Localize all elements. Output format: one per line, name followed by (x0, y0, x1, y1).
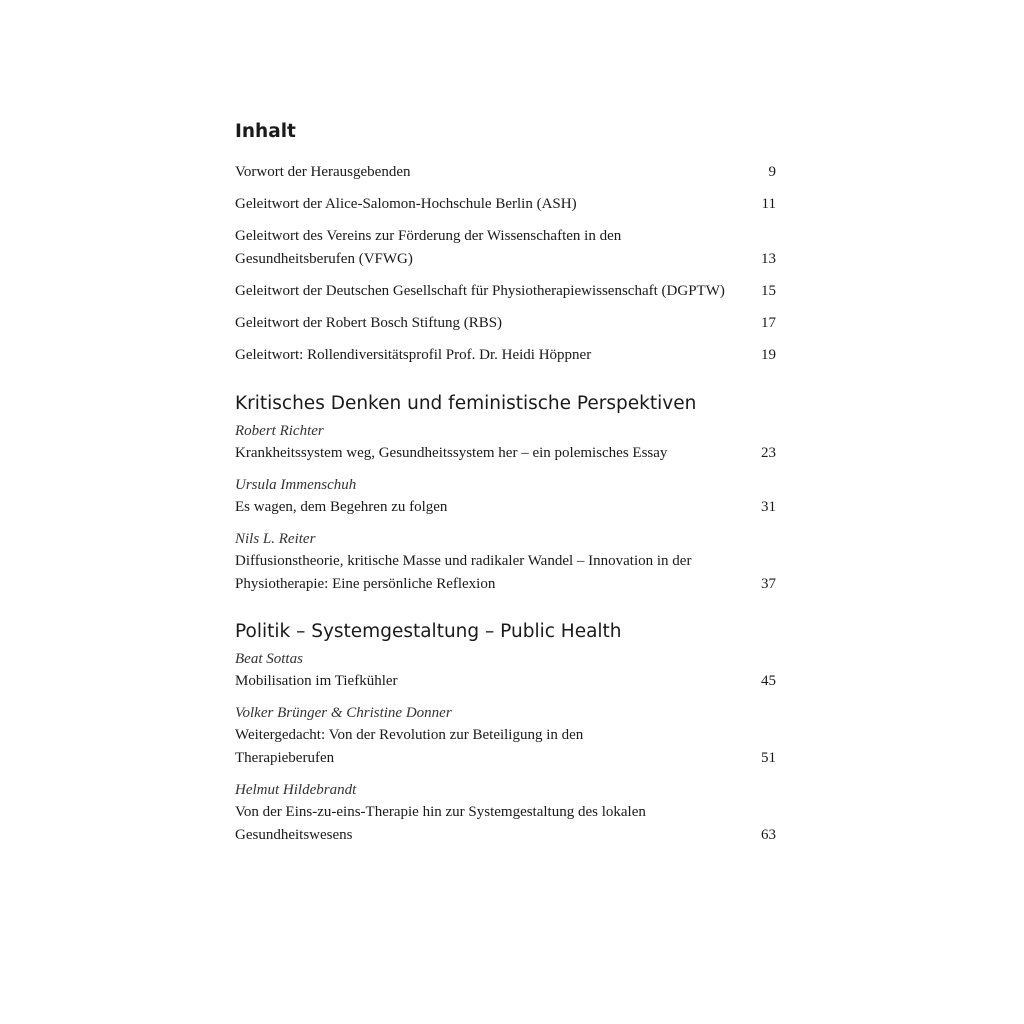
toc-heading: Inhalt (235, 121, 296, 142)
entry-title: Geleitwort der Robert Bosch Stiftung (RBS) (235, 315, 503, 331)
entry-title: Weitergedacht: Von der Revolution zur Beteiligung in den Therapieberufen (235, 727, 584, 766)
toc-entry (235, 161, 776, 184)
section-heading: Kritisches Denken und feministische Perspektiven (235, 393, 697, 414)
entry-title: Mobilisation im Tiefkühler (235, 673, 398, 689)
entry-title: Geleitwort des Vereins zur Förderung der Wissenschaften in den Gesundheitsberufen (VFWG) (235, 228, 622, 267)
toc-entry (235, 420, 776, 465)
entry-page-number: 13 (761, 251, 776, 267)
entry-title: Geleitwort der Alice-Salomon-Hochschule Berlin (ASH) (235, 196, 577, 212)
toc-entry (235, 344, 776, 367)
toc-entry (235, 528, 776, 596)
toc-entry (235, 779, 776, 847)
entry-title: Diffusionstheorie, kritische Masse und radikaler Wandel – Innovation in der Physiotherapie: Eine persönliche Reflexion (235, 553, 692, 592)
entry-page-number: 45 (761, 673, 776, 689)
entry-author: Helmut Hildebrandt (235, 782, 357, 798)
toc-entry (235, 280, 776, 303)
toc-entry (235, 312, 776, 335)
entry-author: Nils L. Reiter (235, 531, 316, 547)
entry-author: Ursula Immenschuh (235, 477, 357, 493)
entry-page-number: 17 (761, 315, 776, 331)
toc-entry (235, 474, 776, 519)
entry-title: Vorwort der Herausgebenden (235, 164, 411, 180)
entry-author: Robert Richter (235, 423, 324, 439)
toc-entry (235, 225, 776, 271)
entry-page-number: 31 (761, 499, 776, 515)
entry-page-number: 9 (768, 164, 776, 180)
entry-author: Volker Brünger & Christine Donner (235, 705, 452, 721)
entry-title: Krankheitssystem weg, Gesundheitssystem her – ein polemisches Essay (235, 445, 668, 461)
entry-title: Von der Eins-zu-eins-Therapie hin zur Systemgestaltung des lokalen Gesundheitswesens (235, 804, 646, 843)
entry-page-number: 11 (761, 196, 776, 212)
entry-title: Geleitwort: Rollendiversitätsprofil Prof. Dr. Heidi Höppner (235, 347, 592, 363)
toc-entry (235, 193, 776, 216)
toc-entry (235, 648, 776, 693)
section-heading: Politik – Systemgestaltung – Public Health (235, 621, 622, 642)
entry-author: Beat Sottas (235, 651, 303, 667)
entry-page-number: 15 (761, 283, 776, 299)
entry-page-number: 37 (761, 576, 776, 592)
entry-page-number: 63 (761, 827, 776, 843)
entry-page-number: 19 (761, 347, 776, 363)
entry-title: Geleitwort der Deutschen Gesellschaft für Physiotherapiewissenschaft (DGPTW) (235, 283, 725, 299)
entry-title: Es wagen, dem Begehren zu folgen (235, 499, 448, 515)
entry-page-number: 51 (761, 750, 776, 766)
toc-entry (235, 702, 776, 770)
table-of-contents (235, 118, 776, 847)
entry-page-number: 23 (761, 445, 776, 461)
